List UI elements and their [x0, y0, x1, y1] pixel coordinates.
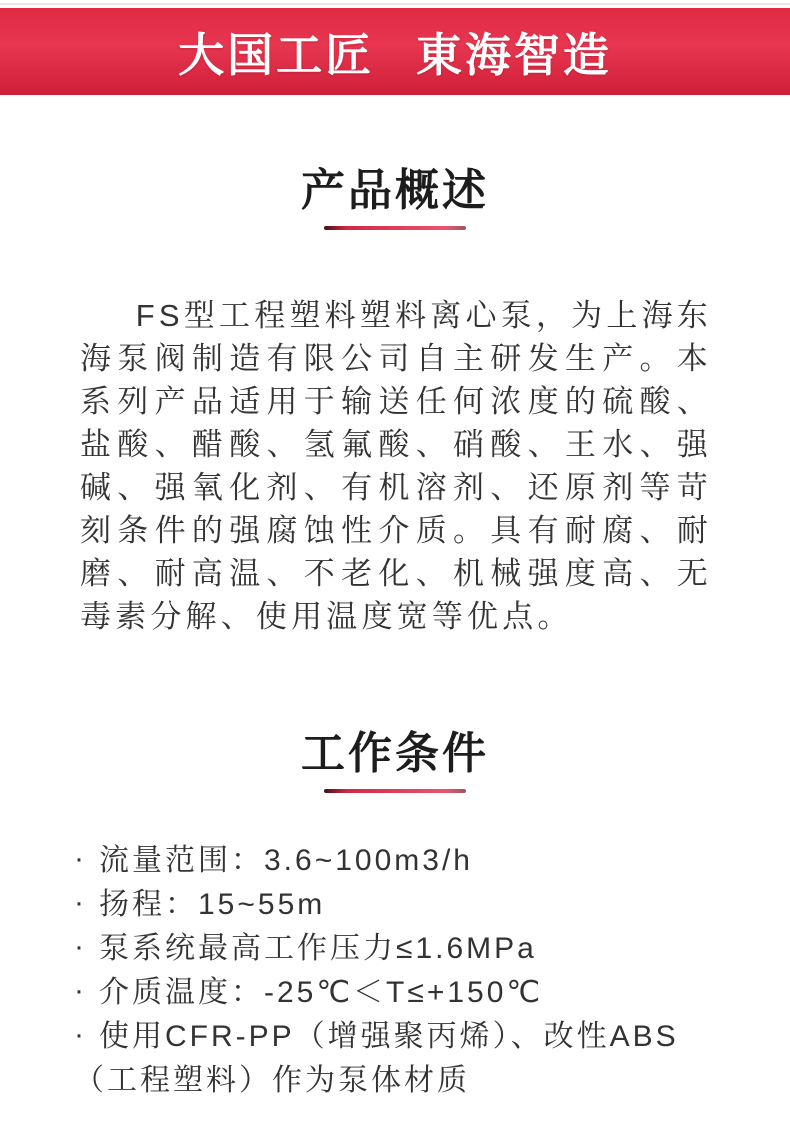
condition-item-text: 泵系统最高工作压力≤1.6MPa	[99, 932, 537, 965]
conditions-section	[0, 638, 790, 1103]
banner-title: 大国工匠 東海智造	[178, 28, 612, 81]
top-hairline	[0, 0, 790, 8]
condition-item-pressure	[74, 927, 720, 971]
condition-item-text: 使用CFR-PP（增强聚丙烯）、改性ABS（工程塑料）作为泵体材质	[74, 1020, 679, 1097]
overview-title-block	[0, 166, 790, 230]
bullet-dot: ·	[74, 930, 87, 963]
overview-section	[0, 95, 790, 638]
conditions-list	[74, 839, 720, 1103]
condition-item-text: 扬程：15~55m	[99, 888, 326, 921]
title-underline-overview	[324, 226, 466, 230]
section-title-conditions: 工作条件	[301, 729, 489, 778]
condition-item-head	[74, 883, 720, 927]
overview-paragraph: FS型工程塑料塑料离心泵，为上海东海泵阀制造有限公司自主研发生产。本系列产品适用于输送任何浓度的硫酸、盐酸、醋酸、氢氟酸、硝酸、王水、强碱、强氧化剂、有机溶剂、还原剂等苛刻条件的强腐蚀性介质。具有耐腐、耐磨、耐高温、不老化、机械强度高、无毒素分解、使用温度宽等优点。	[80, 298, 712, 634]
bullet-dot: ·	[74, 1018, 87, 1051]
condition-item-material	[74, 1015, 720, 1103]
bullet-dot: ·	[74, 886, 87, 919]
brand-banner	[0, 8, 790, 95]
condition-item-text: 介质温度：-25℃＜T≤+150℃	[99, 976, 544, 1009]
condition-item-temperature	[74, 971, 720, 1015]
title-underline-conditions	[324, 789, 466, 793]
section-title-overview: 产品概述	[301, 166, 489, 215]
bullet-dot: ·	[74, 842, 87, 875]
conditions-title-block	[0, 729, 790, 793]
bullet-dot: ·	[74, 974, 87, 1007]
condition-item-flow	[74, 839, 720, 883]
condition-item-text: 流量范围：3.6~100m3/h	[99, 844, 473, 877]
